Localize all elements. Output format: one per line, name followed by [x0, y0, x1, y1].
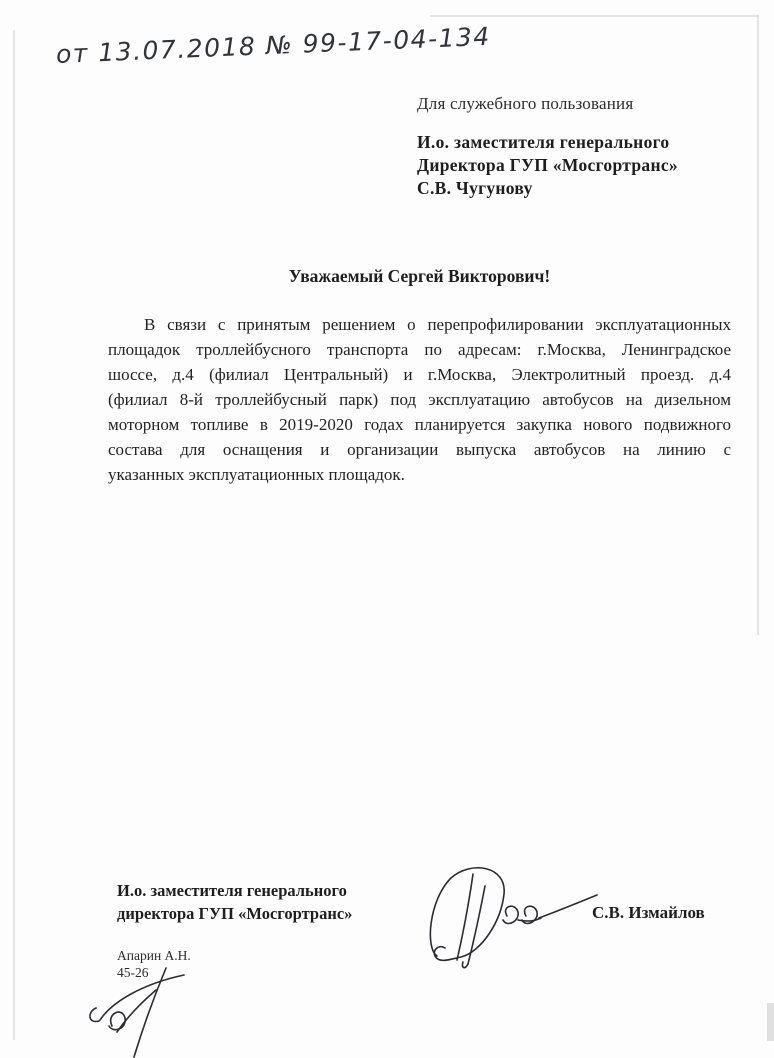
scan-edge-top: [430, 15, 759, 17]
signer-name: С.В. Измайлов: [592, 903, 705, 922]
body-line: площадок троллейбусного транспорта по адресам: г.Москва, Ленинградское: [108, 340, 731, 359]
executor-initials-signature-image: [84, 962, 199, 1058]
scan-edge-bottom-right: [767, 1003, 774, 1041]
executor-phone: 45-26: [117, 965, 149, 980]
scan-edge-left: [13, 30, 15, 1040]
executor-name: Апарин А.Н.: [117, 948, 191, 963]
body-line: (филиал 8-й троллейбусный парк) под эксплуатацию автобусов на дизельном: [108, 390, 731, 409]
addressee-line: И.о. заместителя генерального: [417, 132, 670, 152]
addressee-line: С.В. Чугунову: [417, 178, 533, 198]
signature-title-line: И.о. заместителя генерального: [117, 881, 347, 900]
body-line: шоссе, д.4 (филиал Центральный) и г.Москва, Электролитный проезд. д.4: [108, 365, 731, 384]
classification-label: Для служебного пользования: [417, 94, 634, 113]
body-line: состава для оснащения и организации выпуска автобусов на линию с: [108, 440, 731, 459]
addressee-block: [417, 131, 678, 200]
addressee-line: Директора ГУП «Мосгортранс»: [417, 155, 678, 175]
scan-edge-right: [757, 15, 759, 635]
body-line: указанных эксплуатационных площадок.: [108, 465, 405, 484]
signature-title-line: директора ГУП «Мосгортранс»: [117, 904, 353, 923]
body-paragraph: [108, 312, 731, 487]
body-line: В связи с принятым решением о перепрофилировании эксплуатационных: [144, 315, 731, 334]
signature-title-block: [117, 879, 352, 925]
body-line: моторном топливе в 2019-2020 годах планируется закупка нового подвижного: [108, 415, 731, 434]
izmailov-signature-image: [423, 858, 608, 975]
salutation: Уважаемый Сергей Викторович!: [288, 266, 551, 286]
handwritten-registration-note: от 13.07.2018 № 99-17-04-134: [55, 21, 492, 69]
